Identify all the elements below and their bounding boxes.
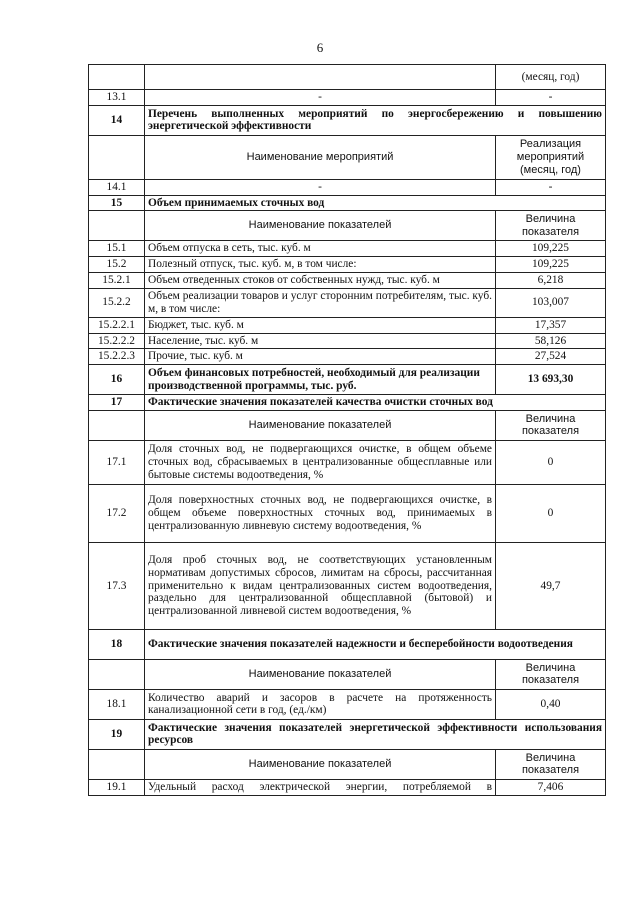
section-number: 15 xyxy=(89,195,145,211)
section-header-row xyxy=(89,719,606,749)
page-number: 6 xyxy=(316,40,324,55)
row-number: 15.2.2.2 xyxy=(89,333,145,349)
row-number: 18.1 xyxy=(89,689,145,719)
row-number: 17.3 xyxy=(89,542,145,629)
row-name: Полезный отпуск, тыс. куб. м, в том числе: xyxy=(145,257,496,273)
table-row xyxy=(89,440,606,484)
table-row xyxy=(89,484,606,542)
column-header-name: Наименование показателей xyxy=(145,749,496,779)
row-number xyxy=(89,211,145,241)
section-header-row xyxy=(89,195,606,211)
row-name: Объем реализации товаров и услуг сторонним потребителям, тыс. куб. м, в том числе: xyxy=(145,288,496,317)
section-title: Объем принимаемых сточных вод xyxy=(145,195,606,211)
column-header-row xyxy=(89,410,606,440)
section-number: 18 xyxy=(89,629,145,659)
table-row xyxy=(89,272,606,288)
row-value: 109,225 xyxy=(496,257,606,273)
row-number: 17.2 xyxy=(89,484,145,542)
row-name: Население, тыс. куб. м xyxy=(145,333,496,349)
section-header-row xyxy=(89,395,606,411)
column-header-row xyxy=(89,749,606,779)
row-name: Доля сточных вод, не подвергающихся очистке, в общем объеме сточных вод, сбрасываемых в централизованные общесплавные или бытовые системы водоотведения, % xyxy=(145,440,496,484)
row-number: 15.2.2 xyxy=(89,288,145,317)
row-name: Удельный расход электрической энергии, потребляемой в xyxy=(145,779,496,795)
row-value: 109,225 xyxy=(496,241,606,257)
table-row xyxy=(89,333,606,349)
row-name: Объем финансовых потребностей, необходимый для реализации производственной программы, тыс. руб. xyxy=(145,365,496,395)
row-number: 15.2.1 xyxy=(89,272,145,288)
table-row xyxy=(89,542,606,629)
row-value: (месяц, год) xyxy=(496,65,606,90)
section-title: Фактические значения показателей качества очистки сточных вод xyxy=(145,395,606,411)
row-number xyxy=(89,749,145,779)
section-header-row xyxy=(89,365,606,395)
column-header-value: Величина показателя xyxy=(496,211,606,241)
row-value: - xyxy=(496,90,606,106)
column-header-row xyxy=(89,211,606,241)
row-value: 49,7 xyxy=(496,542,606,629)
row-number: 15.2.2.3 xyxy=(89,349,145,365)
row-value: 103,007 xyxy=(496,288,606,317)
column-header-name: Наименование показателей xyxy=(145,211,496,241)
column-header-name: Наименование показателей xyxy=(145,659,496,689)
row-number xyxy=(89,65,145,90)
row-value: 0 xyxy=(496,440,606,484)
row-value: 13 693,30 xyxy=(496,365,606,395)
table-row xyxy=(89,179,606,195)
section-header-row xyxy=(89,629,606,659)
row-number: 15.1 xyxy=(89,241,145,257)
table-row xyxy=(89,257,606,273)
table-row xyxy=(89,241,606,257)
row-name: - xyxy=(145,90,496,106)
column-header-row xyxy=(89,135,606,179)
column-header-value: Реализация мероприятий (месяц, год) xyxy=(496,135,606,179)
row-number: 19.1 xyxy=(89,779,145,795)
column-header-name: Наименование показателей xyxy=(145,410,496,440)
section-number: 17 xyxy=(89,395,145,411)
row-name: Доля проб сточных вод, не соответствующих установленным нормативам допустимых сбросов, лимитам на сбросы, рассчитанная применительно к видам централизованных систем водоотведения, раздельно для централизованной общесплавной (бытовой) и централизованной ливневой систем водоотведения, % xyxy=(145,542,496,629)
column-header-value: Величина показателя xyxy=(496,410,606,440)
table-row xyxy=(89,689,606,719)
row-value: 7,406 xyxy=(496,779,606,795)
section-number: 19 xyxy=(89,719,145,749)
row-value: 6,218 xyxy=(496,272,606,288)
row-number: 14.1 xyxy=(89,179,145,195)
program-indicators-table xyxy=(88,64,606,796)
row-name: Количество аварий и засоров в расчете на протяженность канализационной сети в год, (ед./км) xyxy=(145,689,496,719)
section-header-row xyxy=(89,105,606,135)
row-number xyxy=(89,410,145,440)
row-value: 0 xyxy=(496,484,606,542)
table-row xyxy=(89,349,606,365)
table-row xyxy=(89,90,606,106)
row-name: Бюджет, тыс. куб. м xyxy=(145,317,496,333)
row-value: 58,126 xyxy=(496,333,606,349)
row-name: Доля поверхностных сточных вод, не подвергающихся очистке, в общем объеме поверхностных сточных вод, принимаемых в централизованную ливневую систему водоотведения, % xyxy=(145,484,496,542)
row-name xyxy=(145,65,496,90)
row-value: - xyxy=(496,179,606,195)
row-name: - xyxy=(145,179,496,195)
section-title: Фактические значения показателей надежности и бесперебойности водоотведения xyxy=(145,629,606,659)
row-number: 15.2 xyxy=(89,257,145,273)
table-row xyxy=(89,288,606,317)
section-number: 16 xyxy=(89,365,145,395)
section-title: Перечень выполненных мероприятий по энергосбережению и повышению энергетической эффективности xyxy=(145,105,606,135)
row-number: 17.1 xyxy=(89,440,145,484)
row-number xyxy=(89,135,145,179)
row-value: 0,40 xyxy=(496,689,606,719)
row-number: 13.1 xyxy=(89,90,145,106)
row-number: 15.2.2.1 xyxy=(89,317,145,333)
row-name: Объем отведенных стоков от собственных нужд, тыс. куб. м xyxy=(145,272,496,288)
column-header-value: Величина показателя xyxy=(496,659,606,689)
column-header-value: Величина показателя xyxy=(496,749,606,779)
table-row xyxy=(89,317,606,333)
row-name: Объем отпуска в сеть, тыс. куб. м xyxy=(145,241,496,257)
row-value: 27,524 xyxy=(496,349,606,365)
section-title: Фактические значения показателей энергетической эффективности использования ресурсов xyxy=(145,719,606,749)
row-value: 17,357 xyxy=(496,317,606,333)
table-row xyxy=(89,779,606,795)
row-number xyxy=(89,659,145,689)
table-row xyxy=(89,65,606,90)
row-name: Прочие, тыс. куб. м xyxy=(145,349,496,365)
column-header-name: Наименование мероприятий xyxy=(145,135,496,179)
column-header-row xyxy=(89,659,606,689)
section-number: 14 xyxy=(89,105,145,135)
